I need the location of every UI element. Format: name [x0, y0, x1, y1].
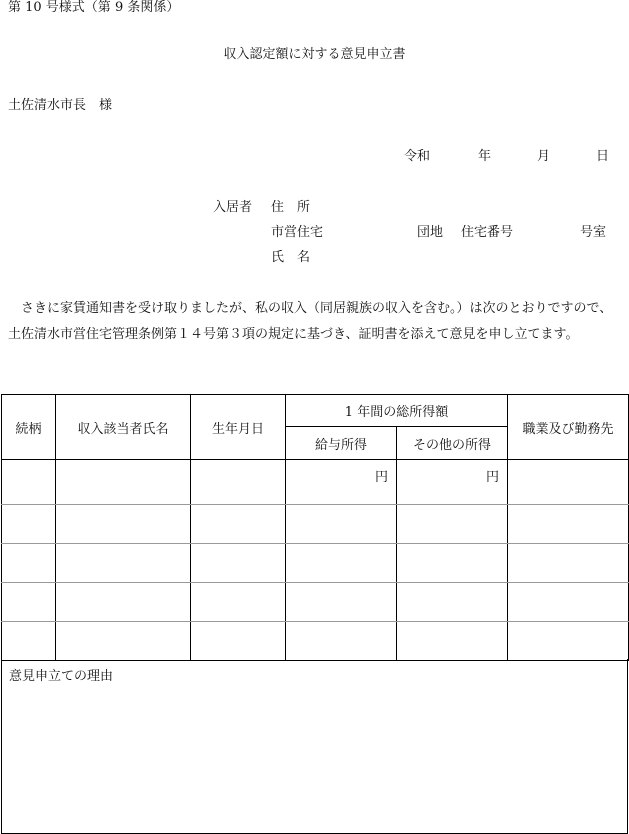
birthdate-cell[interactable] [191, 544, 286, 583]
salary-income-cell[interactable] [286, 583, 397, 622]
person-name-cell[interactable] [56, 460, 191, 505]
other-income-cell[interactable] [397, 544, 508, 583]
name-label: 氏 名 [271, 250, 311, 265]
other-income-cell[interactable] [397, 583, 508, 622]
header-occupation: 職業及び勤務先 [508, 395, 629, 460]
header-salary-income: 給与所得 [286, 427, 397, 460]
person-name-cell[interactable] [56, 505, 191, 544]
person-name-cell[interactable] [56, 622, 191, 661]
header-relation: 続柄 [2, 395, 56, 460]
date-day: 日 [596, 149, 610, 164]
other-income-cell[interactable] [397, 622, 508, 661]
person-name-cell[interactable] [56, 544, 191, 583]
applicant-label: 入居者 [213, 200, 253, 215]
salary-income-cell[interactable] [286, 622, 397, 661]
header-birthdate: 生年月日 [191, 395, 286, 460]
birthdate-cell[interactable] [191, 505, 286, 544]
relation-cell[interactable] [2, 544, 56, 583]
income-table [1, 394, 629, 661]
other-income-cell[interactable] [397, 505, 508, 544]
occupation-cell[interactable] [508, 622, 629, 661]
other-income-cell[interactable] [397, 460, 508, 505]
occupation-cell[interactable] [508, 583, 629, 622]
birthdate-cell[interactable] [191, 622, 286, 661]
form-number: 第 10 号様式（第 9 条関係） [8, 0, 180, 15]
housing-label: 市営住宅 [271, 225, 324, 240]
yen-unit: 円 [485, 470, 499, 485]
house-number-label: 住宅番号 [461, 225, 514, 240]
table-row [2, 583, 629, 622]
table-row [2, 460, 629, 505]
relation-cell[interactable] [2, 505, 56, 544]
relation-cell[interactable] [2, 583, 56, 622]
addressee: 土佐清水市長 様 [8, 98, 113, 113]
date-year: 年 [478, 149, 492, 164]
header-other-income: その他の所得 [397, 427, 508, 460]
estate-label: 団地 [417, 225, 444, 240]
address-label: 住 所 [271, 200, 311, 215]
birthdate-cell[interactable] [191, 460, 286, 505]
reason-box[interactable] [1, 659, 628, 834]
reason-label: 意見申立ての理由 [9, 669, 114, 684]
room-label: 号室 [580, 225, 607, 240]
table-row [2, 544, 629, 583]
relation-cell[interactable] [2, 622, 56, 661]
table-row [2, 622, 629, 661]
person-name-cell[interactable] [56, 583, 191, 622]
salary-income-cell[interactable] [286, 544, 397, 583]
document-title: 収入認定額に対する意見申立書 [223, 47, 406, 62]
salary-income-cell[interactable] [286, 505, 397, 544]
yen-unit: 円 [374, 470, 388, 485]
body-text: さきに家賃通知書を受け取りましたが、私の収入（同居親族の収入を含む。）は次のとおりですので、土佐清水市営住宅管理条例第１４号第３項の規定に基づき、証明書を添えて意見を申し立てます。 [8, 301, 613, 342]
occupation-cell[interactable] [508, 460, 629, 505]
header-person-name: 収入該当者氏名 [56, 395, 191, 460]
table-row [2, 505, 629, 544]
relation-cell[interactable] [2, 460, 56, 505]
salary-income-cell[interactable] [286, 460, 397, 505]
occupation-cell[interactable] [508, 505, 629, 544]
date-month: 月 [537, 149, 551, 164]
birthdate-cell[interactable] [191, 583, 286, 622]
occupation-cell[interactable] [508, 544, 629, 583]
date-era: 令和 [404, 149, 431, 164]
header-annual-income: 1 年間の総所得額 [286, 395, 508, 427]
